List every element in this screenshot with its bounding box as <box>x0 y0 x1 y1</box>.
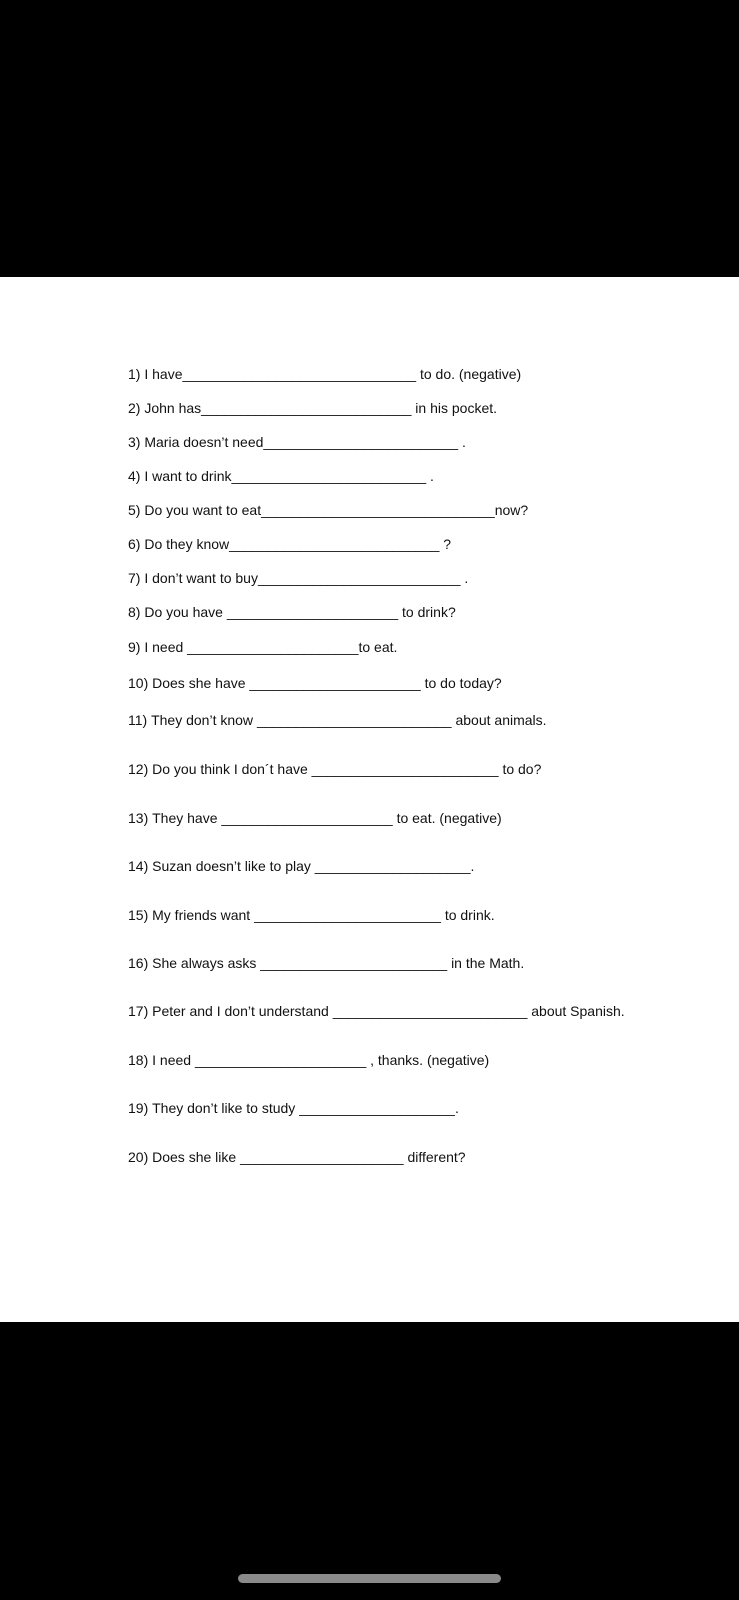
item-continuation: . <box>470 858 475 874</box>
item-number: 7) <box>128 570 141 586</box>
item-prompt: She always asks <box>152 955 257 971</box>
answer-blank: ______________________________ <box>261 502 495 518</box>
answer-blank: ______________________ <box>194 1052 367 1068</box>
exercise-item-3 <box>128 434 466 450</box>
item-prompt: I have <box>144 366 183 382</box>
item-continuation: in the Math. <box>451 955 525 971</box>
item-number: 13) <box>128 810 149 826</box>
item-prompt: John has <box>144 400 202 416</box>
exercise-item-5 <box>128 502 528 518</box>
item-number: 5) <box>128 502 141 518</box>
item-prompt: I need <box>144 639 184 655</box>
exercise-item-4 <box>128 468 434 484</box>
item-continuation: , thanks. (negative) <box>370 1052 490 1068</box>
exercise-item-1 <box>128 366 521 382</box>
item-number: 20) <box>128 1149 149 1165</box>
exercise-item-13 <box>128 810 502 826</box>
item-number: 15) <box>128 907 149 923</box>
item-continuation: to do? <box>502 761 542 777</box>
item-number: 4) <box>128 468 141 484</box>
item-continuation: ? <box>443 536 452 552</box>
item-prompt: I want to drink <box>144 468 232 484</box>
answer-blank: ______________________________ <box>182 366 417 382</box>
exercise-item-8 <box>128 604 456 620</box>
item-number: 17) <box>128 1003 149 1019</box>
answer-blank: ______________________ <box>249 675 421 691</box>
answer-blank: ___________________________ <box>229 536 440 552</box>
exercise-item-10 <box>128 675 502 691</box>
exercise-item-18 <box>128 1052 489 1068</box>
item-continuation: . <box>461 434 466 450</box>
answer-blank: _________________________ <box>263 434 459 450</box>
item-prompt: Suzan doesn’t like to play <box>152 858 311 874</box>
item-number: 8) <box>128 604 141 620</box>
item-continuation: . <box>464 570 469 586</box>
item-prompt: They don’t like to study <box>152 1100 296 1116</box>
item-number: 18) <box>128 1052 149 1068</box>
answer-blank: ________________________ <box>311 761 499 777</box>
item-continuation: different? <box>407 1149 466 1165</box>
item-continuation: to do today? <box>424 675 502 691</box>
item-number: 19) <box>128 1100 149 1116</box>
item-prompt: I don’t want to buy <box>144 570 258 586</box>
exercise-item-2 <box>128 400 497 416</box>
answer-blank: __________________________ <box>257 570 461 586</box>
item-number: 11) <box>128 712 148 728</box>
home-indicator[interactable] <box>238 1574 501 1583</box>
item-continuation: to eat. (negative) <box>396 810 502 826</box>
item-prompt: They don’t know <box>151 712 254 728</box>
worksheet-page <box>0 277 739 1322</box>
item-number: 12) <box>128 761 149 777</box>
item-prompt: Does she like <box>152 1149 237 1165</box>
answer-blank: ______________________ <box>187 639 359 655</box>
item-continuation: now? <box>494 502 529 518</box>
answer-blank: ____________________ <box>314 858 471 874</box>
item-continuation: . <box>454 1100 459 1116</box>
answer-blank: ___________________________ <box>201 400 412 416</box>
exercise-item-20 <box>128 1149 466 1165</box>
exercise-item-19 <box>128 1100 459 1116</box>
item-number: 1) <box>128 366 141 382</box>
item-prompt: Peter and I don’t understand <box>152 1003 329 1019</box>
item-number: 9) <box>128 639 141 655</box>
exercise-item-9 <box>128 639 397 655</box>
answer-blank: _________________________ <box>332 1003 528 1019</box>
exercise-item-12 <box>128 761 541 777</box>
item-prompt: Do you want to eat <box>144 502 262 518</box>
item-prompt: Maria doesn’t need <box>144 434 264 450</box>
item-prompt: Do you have <box>144 604 223 620</box>
item-prompt: I need <box>152 1052 192 1068</box>
exercise-item-6 <box>128 536 451 552</box>
item-number: 16) <box>128 955 149 971</box>
exercise-item-7 <box>128 570 468 586</box>
item-continuation: to drink. <box>444 907 495 923</box>
answer-blank: ______________________ <box>221 810 393 826</box>
item-prompt: Does she have <box>152 675 246 691</box>
item-prompt: My friends want <box>152 907 251 923</box>
item-prompt: They have <box>152 810 218 826</box>
exercise-item-15 <box>128 907 495 923</box>
exercise-item-11 <box>128 712 547 728</box>
item-continuation: to drink? <box>402 604 456 620</box>
item-prompt: Do they know <box>144 536 230 552</box>
answer-blank: _________________________ <box>256 712 452 728</box>
item-continuation: in his pocket. <box>415 400 498 416</box>
item-continuation: to eat. <box>358 639 398 655</box>
item-number: 10) <box>128 675 149 691</box>
answer-blank: ______________________ <box>226 604 399 620</box>
exercise-item-17 <box>128 1003 625 1019</box>
item-number: 3) <box>128 434 141 450</box>
item-continuation: about Spanish. <box>531 1003 625 1019</box>
item-number: 6) <box>128 536 141 552</box>
answer-blank: _________________________ <box>231 468 427 484</box>
item-continuation: about animals. <box>455 712 547 728</box>
answer-blank: ____________________ <box>299 1100 455 1116</box>
answer-blank: ________________________ <box>260 955 448 971</box>
item-number: 14) <box>128 858 149 874</box>
item-continuation: . <box>430 468 434 484</box>
item-prompt: Do you think I don´t have <box>152 761 308 777</box>
item-continuation: to do. (negative) <box>419 366 522 382</box>
answer-blank: _____________________ <box>240 1149 404 1165</box>
item-number: 2) <box>128 400 141 416</box>
exercise-item-16 <box>128 955 524 971</box>
answer-blank: ________________________ <box>254 907 441 923</box>
exercise-item-14 <box>128 858 474 874</box>
